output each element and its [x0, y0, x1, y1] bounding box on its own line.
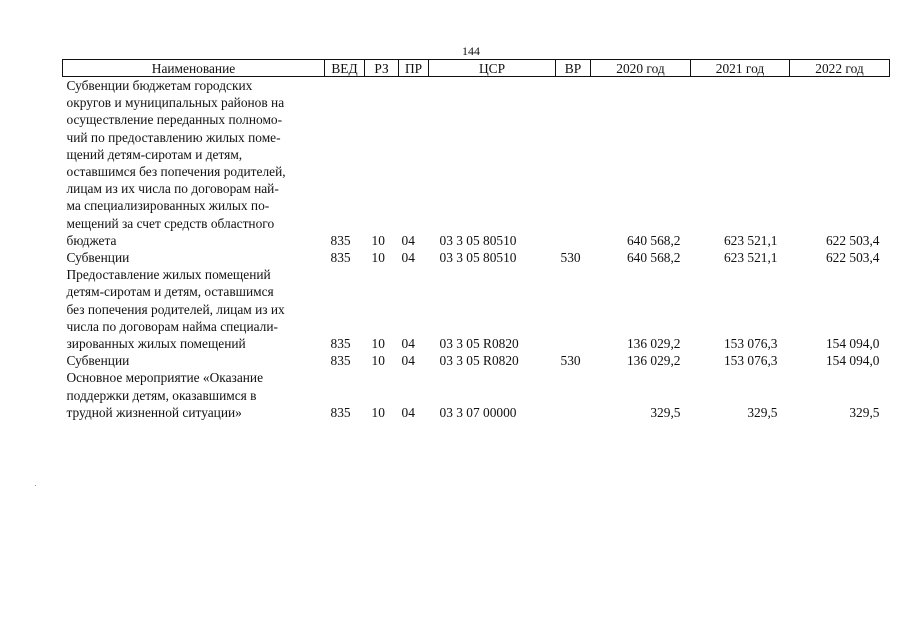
cell-vr — [556, 266, 591, 352]
row-name-line: Субвенции — [66, 353, 130, 369]
row-name-line: поддержки детям, оказавшимся в — [66, 387, 257, 403]
cell-2020: 136 029,2 — [626, 336, 681, 352]
row-name — [63, 369, 325, 421]
cell-pr: 04 — [401, 250, 415, 266]
cell-2022: 622 503,4 — [825, 250, 880, 266]
cell-pr: 04 — [401, 353, 415, 369]
column-header-vr: ВР — [556, 60, 591, 77]
cell-pr: 04 — [401, 336, 415, 352]
cell-2021: 623 521,1 — [723, 250, 778, 266]
cell-vr: 530 — [560, 353, 581, 369]
column-header-rz: РЗ — [365, 60, 399, 77]
cell-ved: 835 — [330, 404, 351, 420]
table-row — [63, 369, 890, 421]
row-name-line: оставшимся без попечения родителей, — [66, 164, 286, 180]
column-header-pr: ПР — [399, 60, 429, 77]
cell-2022: 622 503,4 — [825, 232, 880, 248]
row-name-line: осуществление переданных полномо- — [66, 112, 283, 128]
cell-vr — [556, 77, 591, 250]
row-name-line: Субвенции бюджетам городских — [66, 78, 253, 93]
cell-pr: 04 — [401, 404, 415, 420]
cell-ved: 835 — [330, 250, 351, 266]
row-name-line: бюджета — [66, 232, 117, 248]
scan-speck — [35, 485, 36, 486]
row-name — [63, 352, 325, 369]
cell-2022: 154 094,0 — [825, 353, 880, 369]
cell-ved: 835 — [330, 353, 351, 369]
cell-2022: 154 094,0 — [825, 336, 880, 352]
column-header-2021: 2021 год — [691, 60, 790, 77]
table-row — [63, 352, 890, 369]
cell-rz: 10 — [371, 404, 385, 420]
row-name-line: Предоставление жилых помещений — [66, 267, 271, 283]
cell-csr: 03 3 07 00000 — [439, 404, 517, 420]
row-name-line: трудной жизненной ситуации» — [66, 404, 242, 420]
row-name — [63, 266, 325, 352]
column-header-name: Наименование — [63, 60, 325, 77]
cell-csr: 03 3 05 80510 — [439, 250, 517, 266]
table-row — [63, 249, 890, 266]
cell-ved: 835 — [330, 232, 351, 248]
cell-2022: 329,5 — [849, 404, 880, 420]
cell-2021: 329,5 — [747, 404, 778, 420]
table-row — [63, 77, 890, 250]
cell-vr: 530 — [560, 250, 581, 266]
cell-rz: 10 — [371, 336, 385, 352]
table-body — [63, 77, 890, 422]
row-name-line: Основное мероприятие «Оказание — [66, 370, 264, 386]
page-number: 144 — [462, 44, 480, 58]
cell-2020: 640 568,2 — [626, 232, 681, 248]
row-name — [63, 77, 325, 250]
row-name-line: Субвенции — [66, 250, 130, 266]
column-header-2020: 2020 год — [591, 60, 691, 77]
cell-2020: 136 029,2 — [626, 353, 681, 369]
cell-vr — [556, 369, 591, 421]
row-name-line: округов и муниципальных районов на — [66, 95, 285, 111]
cell-2020: 640 568,2 — [626, 250, 681, 266]
table-row — [63, 266, 890, 352]
budget-table — [62, 59, 890, 421]
row-name-line: детям-сиротам и детям, оставшимся — [66, 284, 274, 300]
cell-csr: 03 3 05 80510 — [439, 232, 517, 248]
row-name-line: щений детям-сиротам и детям, — [66, 146, 243, 162]
row-name-line: чий по предоставлению жилых поме- — [66, 129, 281, 145]
cell-csr: 03 3 05 R0820 — [439, 353, 519, 369]
row-name-line: лицам из их числа по договорам най- — [66, 181, 279, 197]
row-name-line: мещений за счет средств областного — [66, 215, 275, 231]
column-header-ved: ВЕД — [325, 60, 365, 77]
cell-2021: 623 521,1 — [723, 232, 778, 248]
cell-2021: 153 076,3 — [723, 353, 778, 369]
cell-rz: 10 — [371, 353, 385, 369]
row-name-line: числа по договорам найма специали- — [66, 318, 278, 334]
cell-rz: 10 — [371, 232, 385, 248]
cell-ved: 835 — [330, 336, 351, 352]
cell-csr: 03 3 05 R0820 — [439, 336, 519, 352]
column-header-2022: 2022 год — [790, 60, 890, 77]
row-name — [63, 249, 325, 266]
cell-pr: 04 — [401, 232, 415, 248]
cell-2020: 329,5 — [650, 404, 681, 420]
cell-2021: 153 076,3 — [723, 336, 778, 352]
row-name-line: ма специализированных жилых по- — [66, 198, 270, 214]
row-name-line: зированных жилых помещений — [66, 336, 246, 352]
column-header-csr: ЦСР — [429, 60, 556, 77]
row-name-line: без попечения родителей, лицам из их — [66, 301, 285, 317]
table-header — [63, 60, 890, 77]
cell-rz: 10 — [371, 250, 385, 266]
